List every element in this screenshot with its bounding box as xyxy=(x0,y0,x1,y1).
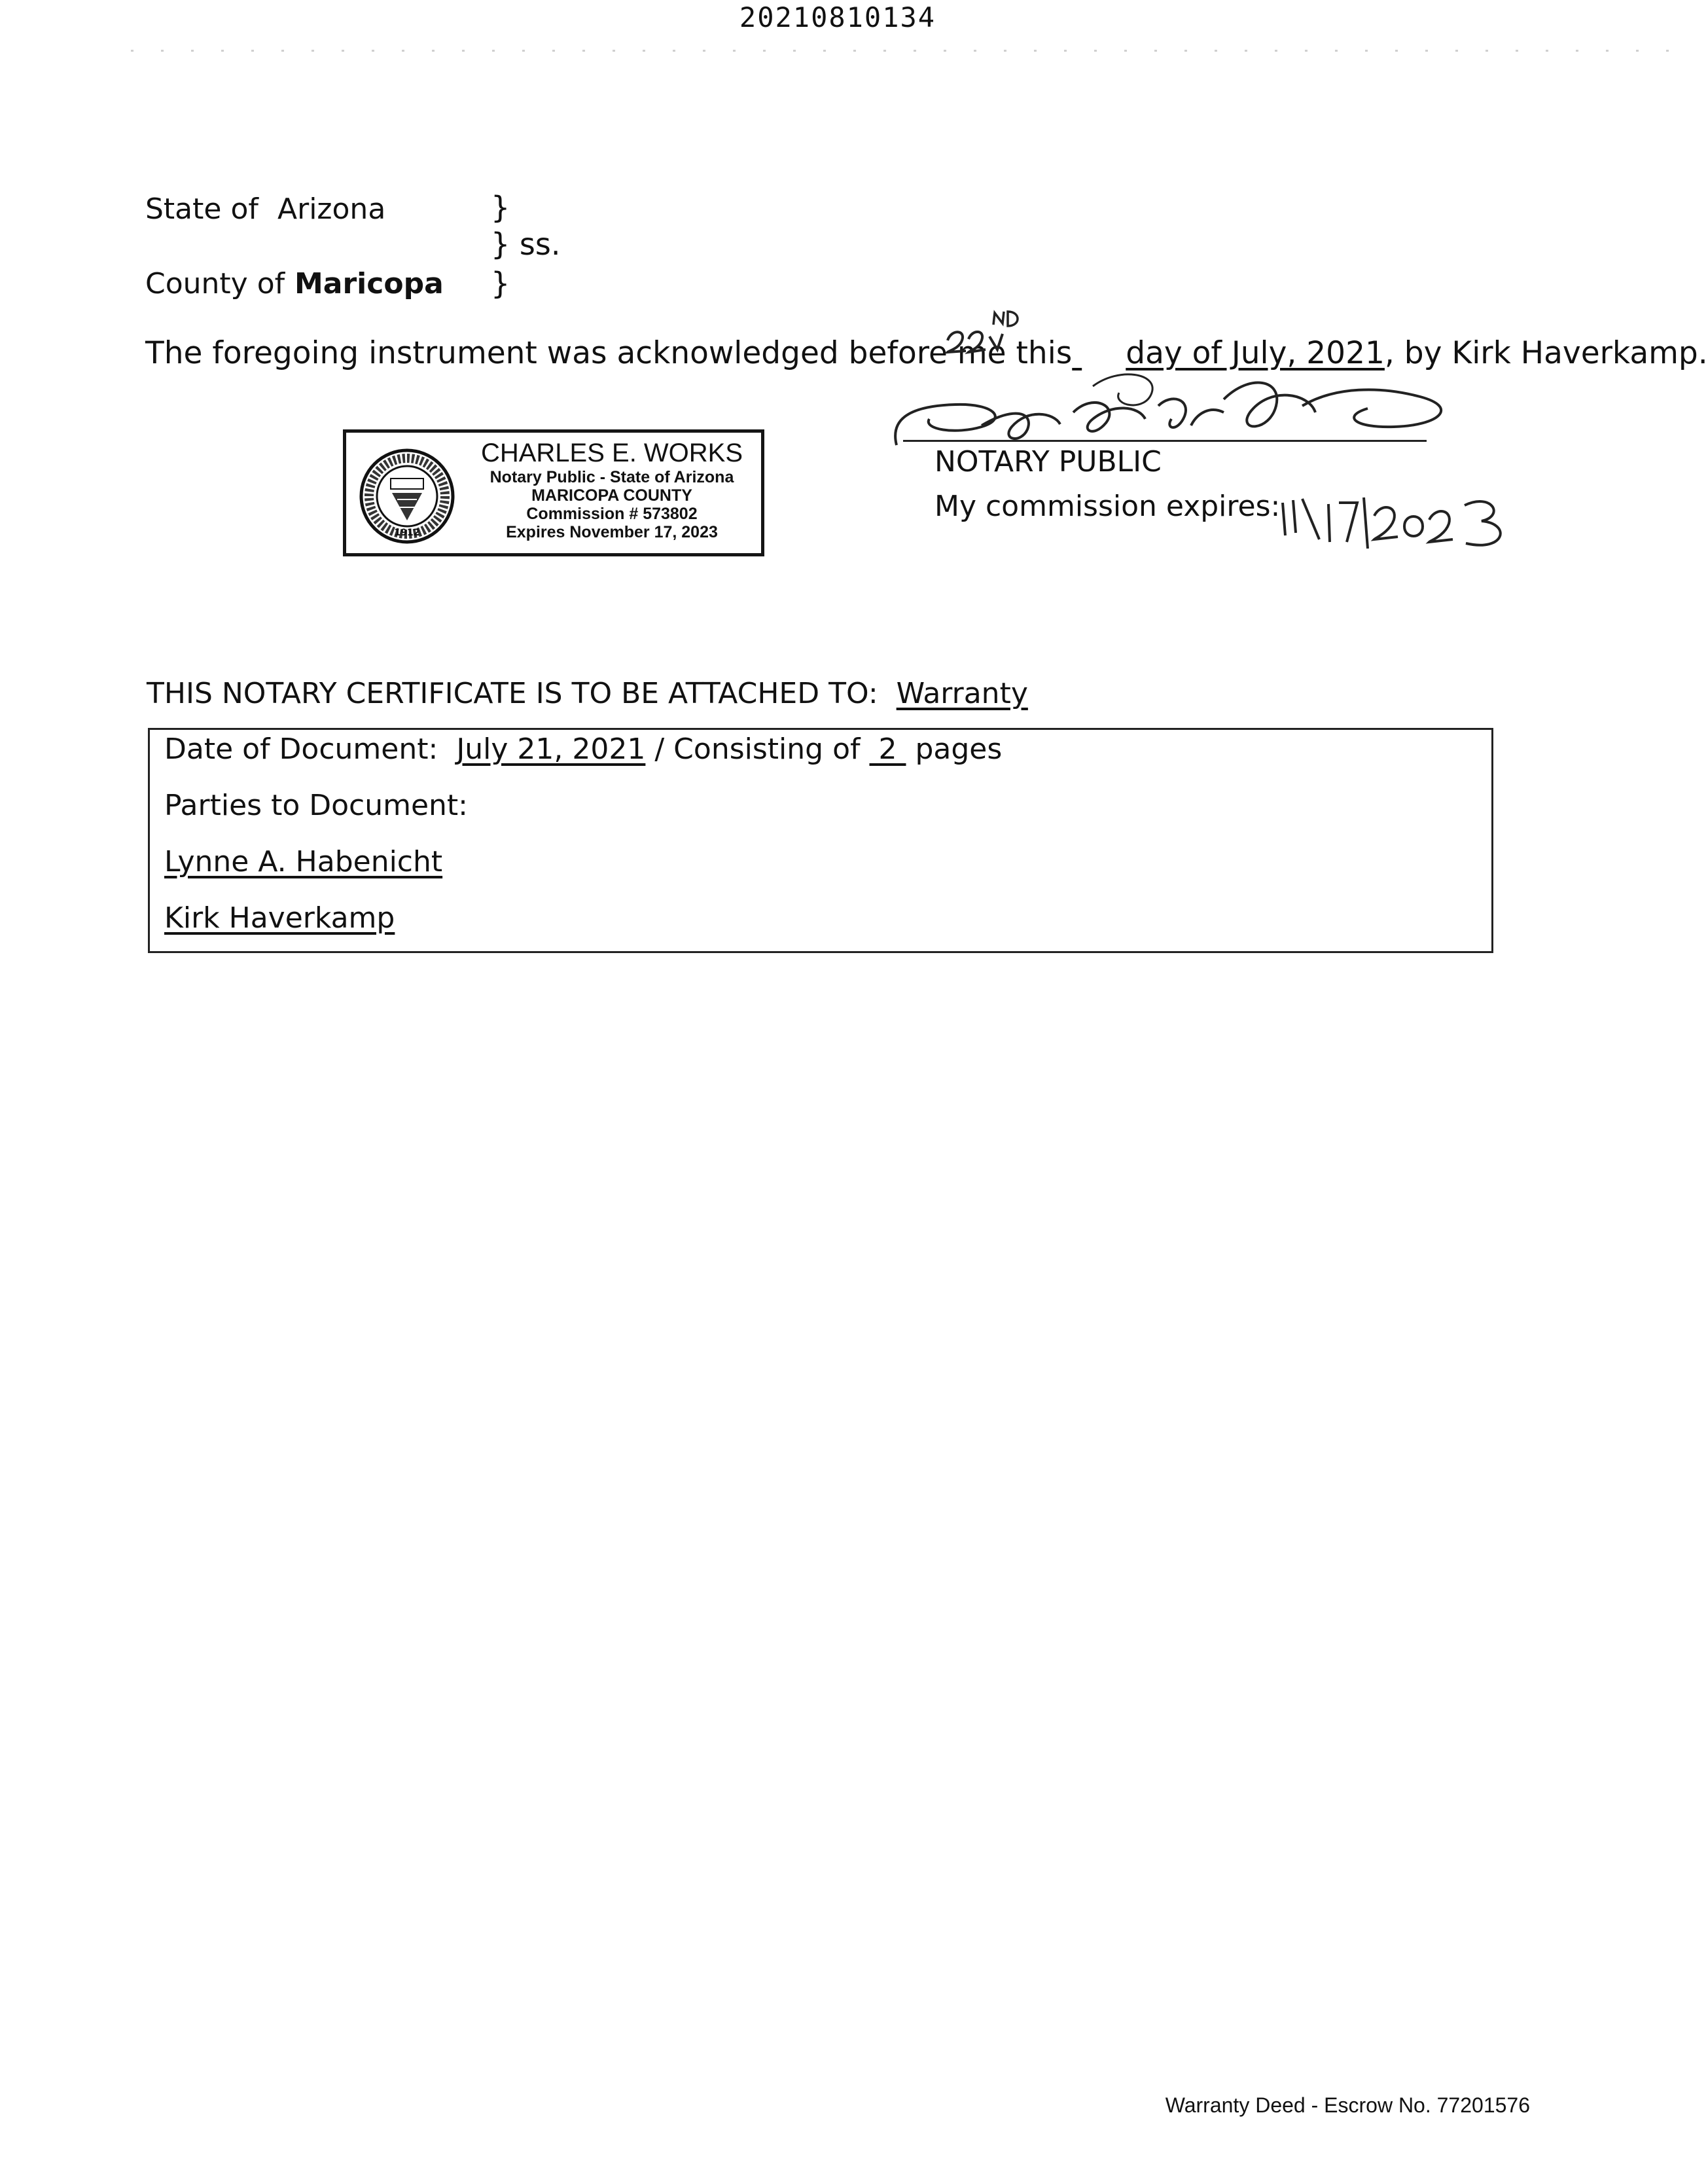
acknowledgment-sentence xyxy=(145,335,1708,371)
document-date-label: Date of Document: xyxy=(164,732,438,766)
handwritten-expiration-date xyxy=(1276,490,1538,555)
ack-prefix: The foregoing instrument was acknowledged before me this xyxy=(145,335,1073,371)
stamp-line-4: Expires November 17, 2023 xyxy=(506,523,718,541)
seal-year: 1912 xyxy=(394,528,420,538)
document-date-line xyxy=(164,732,1002,766)
consisting-label: / Consisting of xyxy=(654,732,861,766)
stamp-line-1: Notary Public - State of Arizona xyxy=(489,468,734,486)
pages-label: pages xyxy=(915,732,1003,766)
attachment-label: THIS NOTARY CERTIFICATE IS TO BE ATTACHED TO: xyxy=(147,677,878,710)
notary-public-label: NOTARY PUBLIC xyxy=(934,445,1162,479)
venue-brace-top: } xyxy=(491,190,510,225)
stamp-line-3: Commission # 573802 xyxy=(526,505,698,523)
party-name: Lynne A. Habenicht xyxy=(164,845,443,878)
stamp-text xyxy=(468,438,756,541)
stamp-line-2: MARICOPA COUNTY xyxy=(531,486,692,505)
page-count-value: 2 xyxy=(878,732,897,766)
ack-suffix: , by Kirk Haverkamp. xyxy=(1384,335,1708,371)
ack-date: day of July, 2021 xyxy=(1126,335,1385,371)
document-details-box xyxy=(148,728,1493,953)
footer-escrow-reference: Warranty Deed - Escrow No. 77201576 xyxy=(1165,2093,1530,2117)
county-value: Maricopa xyxy=(294,267,444,300)
venue-ss: } ss. xyxy=(491,226,561,262)
county-label: County of xyxy=(145,267,285,300)
recording-number: 20210810134 xyxy=(739,1,936,33)
party-name: Kirk Haverkamp xyxy=(164,901,395,935)
page-count xyxy=(869,732,906,766)
parties-label: Parties to Document: xyxy=(164,789,468,822)
attachment-statement xyxy=(147,677,1028,710)
state-seal-icon xyxy=(358,447,456,545)
notary-stamp xyxy=(343,429,764,556)
attachment-document-type: Warranty xyxy=(896,677,1028,710)
ack-day-blank xyxy=(1072,335,1126,371)
venue-brace-bottom: } xyxy=(491,266,510,301)
signature-line xyxy=(903,440,1427,442)
stamp-notary-name: CHARLES E. WORKS xyxy=(480,439,743,467)
commission-expires-label: My commission expires: xyxy=(934,490,1281,523)
state-label: State of xyxy=(145,192,258,226)
document-date-value: July 21, 2021 xyxy=(456,732,646,766)
state-value: Arizona xyxy=(277,192,386,226)
scan-artifact-line xyxy=(131,50,1669,52)
handwritten-day xyxy=(942,308,1027,367)
